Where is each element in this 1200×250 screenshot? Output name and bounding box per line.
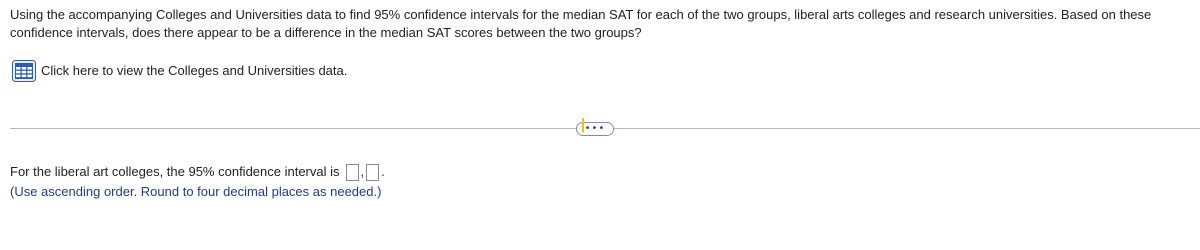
ci-separator: , bbox=[360, 164, 365, 179]
expand-more-button[interactable] bbox=[576, 122, 614, 136]
more-dots-label[interactable]: ••• bbox=[584, 123, 606, 134]
answer-line bbox=[10, 163, 385, 181]
view-data-link[interactable] bbox=[12, 60, 347, 82]
ci-upper-input[interactable] bbox=[366, 164, 379, 181]
view-data-link-label[interactable]: Click here to view the Colleges and Universities data. bbox=[41, 63, 348, 78]
answer-hint: (Use ascending order. Round to four decimal places as needed.) bbox=[10, 184, 382, 199]
ci-suffix: . bbox=[381, 164, 385, 179]
text-cursor-icon bbox=[582, 118, 584, 132]
spreadsheet-grid-icon[interactable] bbox=[12, 60, 36, 82]
answer-prompt: For the liberal art colleges, the 95% confidence interval is bbox=[10, 164, 340, 179]
ci-lower-input[interactable] bbox=[346, 164, 359, 181]
question-text: Using the accompanying Colleges and Universities data to find 95% confidence intervals for the median SAT for each of the two groups, liberal arts colleges and research universities. Based on these confidence intervals, does there appear to be a difference in the median SAT scores between the two groups? bbox=[10, 7, 1152, 40]
